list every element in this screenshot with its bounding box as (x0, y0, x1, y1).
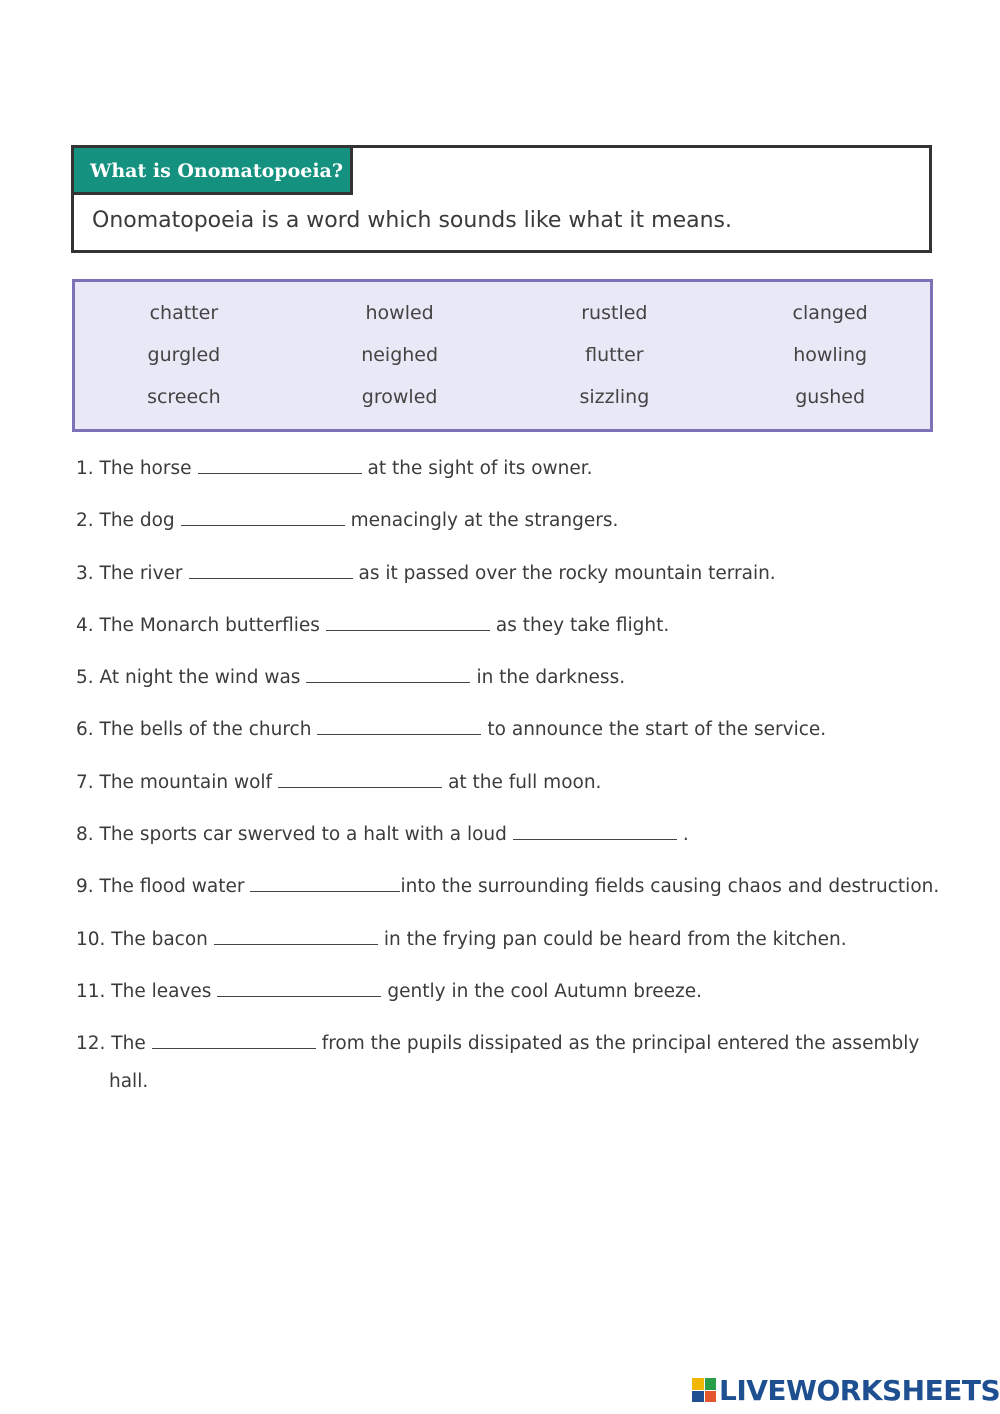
question-item (76, 822, 956, 874)
word-bank-grid (75, 300, 930, 410)
word-bank-item: screech (147, 386, 221, 408)
definition-box (71, 145, 932, 253)
question-text-before: 1. The horse (76, 458, 192, 479)
answer-blank[interactable] (306, 665, 470, 683)
question-text-before: 2. The dog (76, 510, 175, 532)
word-bank-item: chatter (149, 302, 219, 324)
question-text-after: menacingly at the strangers. (350, 510, 619, 532)
question-text-after: as they take flight. (495, 614, 670, 636)
question-text-before: 3. The river (76, 562, 183, 584)
question-text-before: 12. The (76, 1033, 146, 1055)
question-item (76, 717, 956, 769)
question-text-before: 7. The mountain wolf (76, 771, 273, 793)
word-bank-item: clanged (792, 302, 868, 324)
question-text-after: . (682, 824, 689, 846)
definition-text: Onomatopoeia is a word which sounds like what it means. (92, 208, 733, 233)
liveworksheets-logo (692, 1374, 1000, 1406)
question-text-after: at the full moon. (448, 771, 602, 793)
logo-text: LIVEWORKSHEETS (719, 1373, 1000, 1407)
definition-heading: What is Onomatopoeia? (74, 148, 353, 195)
questions-list (76, 456, 956, 1101)
question-text-after: from the pupils dissipated as the principal entered the assembly (321, 1033, 920, 1055)
word-bank-item: sizzling (579, 386, 650, 408)
question-item (76, 979, 956, 1031)
question-text-before: 6. The bells of the church (76, 719, 312, 741)
answer-blank[interactable] (250, 874, 400, 892)
question-item (76, 770, 956, 822)
question-item (76, 874, 956, 926)
answer-blank[interactable] (152, 1031, 316, 1049)
answer-blank[interactable] (181, 508, 345, 526)
question-text-continuation: hall. (109, 1071, 149, 1093)
question-text-after: gently in the cool Autumn breeze. (387, 980, 702, 1002)
answer-blank[interactable] (189, 561, 353, 579)
question-item (76, 665, 956, 717)
question-item (76, 561, 956, 613)
question-text-after: to announce the start of the service. (487, 719, 827, 741)
question-item (76, 456, 956, 508)
question-text-before: 8. The sports car swerved to a halt with a loud (76, 824, 507, 846)
word-bank-item: neighed (361, 344, 439, 366)
question-text-before: 11. The leaves (76, 980, 212, 1002)
word-bank-item: gurgled (147, 344, 221, 366)
answer-blank[interactable] (513, 822, 677, 840)
question-text-after: into the surrounding fields causing chaos and destruction. (400, 876, 940, 898)
word-bank-item: growled (361, 386, 438, 408)
word-bank-item: rustled (581, 302, 648, 324)
word-bank (72, 279, 933, 432)
question-text-before: 4. The Monarch butterflies (76, 614, 320, 636)
question-text-before: 10. The bacon (76, 928, 208, 950)
answer-blank[interactable] (326, 613, 490, 631)
question-text-before: 5. At night the wind was (76, 667, 301, 689)
question-item (76, 508, 956, 560)
answer-blank[interactable] (214, 927, 378, 945)
question-text-before: 9. The flood water (76, 876, 245, 898)
answer-blank[interactable] (317, 717, 481, 735)
answer-blank[interactable] (217, 979, 381, 997)
word-bank-item: gushed (795, 386, 866, 408)
question-item (76, 1025, 956, 1101)
question-text-after: in the darkness. (476, 667, 626, 689)
answer-blank[interactable] (278, 770, 442, 788)
word-bank-item: flutter (585, 344, 644, 366)
question-text-after: at the sight of its owner. (367, 458, 593, 479)
word-bank-item: howling (793, 344, 868, 366)
question-item (76, 927, 956, 979)
question-item (76, 613, 956, 665)
liveworksheets-logo-icon (692, 1378, 716, 1402)
answer-blank[interactable] (198, 456, 362, 474)
question-text-after: as it passed over the rocky mountain terrain. (358, 562, 776, 584)
word-bank-item: howled (365, 302, 434, 324)
question-text-after: in the frying pan could be heard from the kitchen. (383, 928, 847, 950)
